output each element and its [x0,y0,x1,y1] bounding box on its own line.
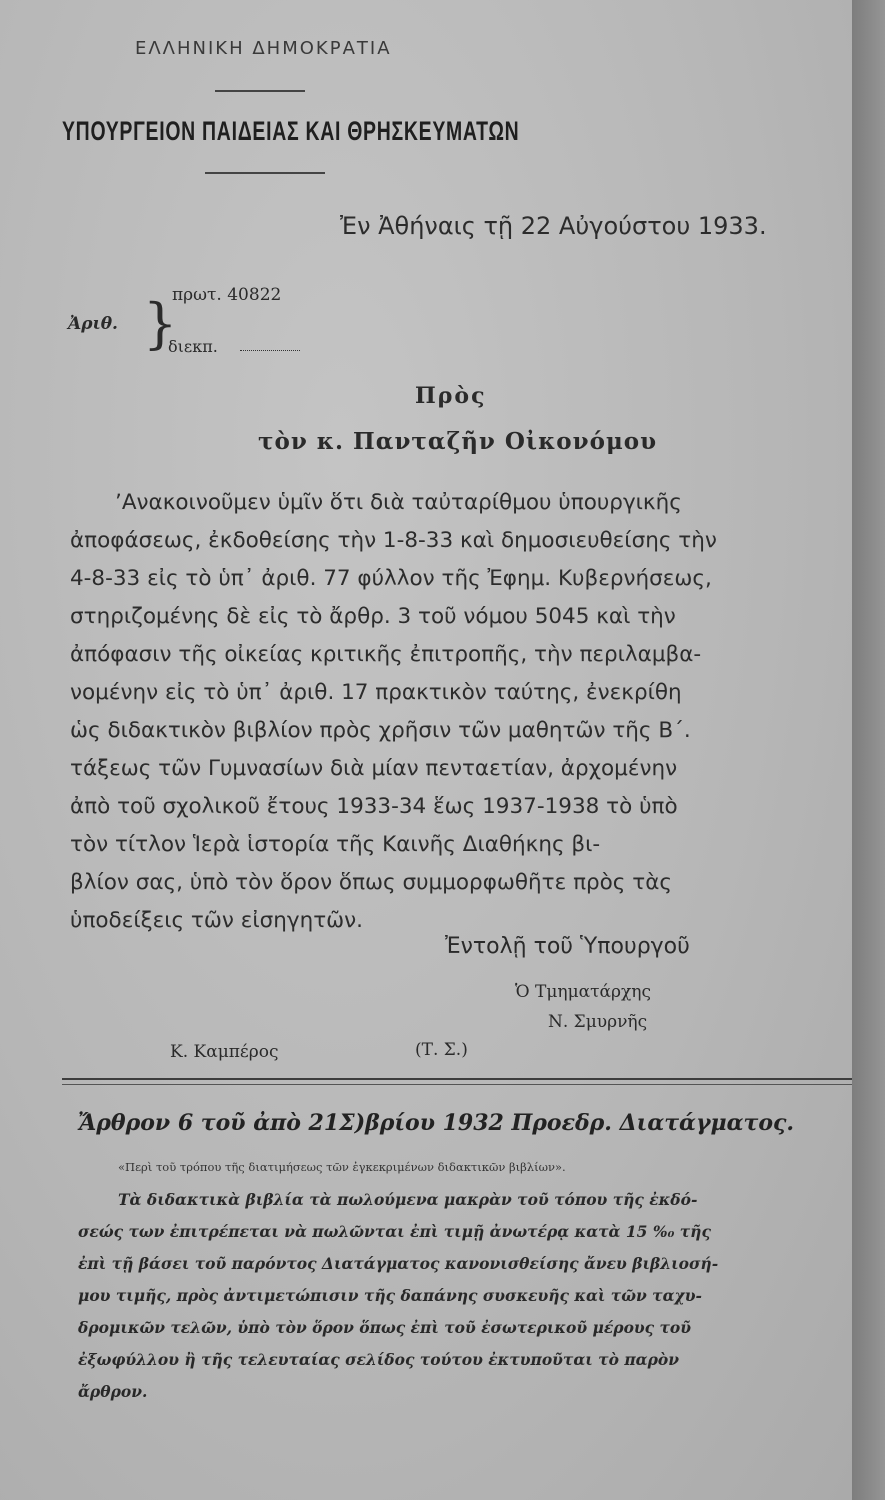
body-line: τὸν τίτλον Ἱερὰ ἱστορία τῆς Καινῆς Διαθήκης βι- [70,832,601,857]
signature-order: Ἐντολῇ τοῦ Ὑπουργοῦ [445,934,690,959]
body-line: βλίον σας, ὑπὸ τὸν ὅρον ὅπως συμμορφωθῆτε πρὸς τὰς [70,870,672,895]
republic-heading: ΕΛΛΗΝΙΚΗ ΔΗΜΟΚΡΑΤΙΑ [135,38,392,59]
article-line: σεώς των ἐπιτρέπεται νὰ πωλῶνται ἐπὶ τιμῇ ἀνωτέρᾳ κατὰ 15 %₀ τῆς [78,1222,711,1241]
section-divider [62,1078,852,1080]
body-line: ἀποφάσεως, ἐκδοθείσης τὴν 1-8-33 καὶ δημοσιευθείσης τὴν [70,528,717,553]
article-line: ἐξωφύλλου ἢ τῆς τελευταίας σελίδος τούτου ἐκτυποῦται τὸ παρὸν [78,1350,680,1369]
body-line: 4-8-33 εἰς τὸ ὑπ᾽ ἀριθ. 77 φύλλον τῆς Ἐφημ. Κυβερνήσεως, [70,566,712,591]
article-line: δρομικῶν τελῶν, ὑπὸ τὸν ὅρον ὅπως ἐπὶ τοῦ ἐσωτερικοῦ μέρους τοῦ [78,1318,692,1337]
addressee-name: τὸν κ. Πανταζῆν Οἰκονόμου [258,428,658,455]
signatory-name: Ν. Σμυρνῆς [548,1012,648,1032]
protocol-number: πρωτ. 40822 [172,285,282,305]
body-line: ἀπόφασιν τῆς οἰκείας κριτικῆς ἐπιτροπῆς, τὴν περιλαμβα- [70,642,702,667]
addressee-to: Πρὸς [415,383,487,409]
article-line: Τὰ διδακτικὰ βιβλία τὰ πωλούμενα μακρὰν τοῦ τόπου τῆς ἐκδό- [118,1190,698,1209]
body-line: ʼΑνακοινοῦμεν ὑμῖν ὅτι διὰ ταὐταρίθμου ὑπουργικῆς [115,490,682,515]
body-line: ὡς διδακτικὸν βιβλίον πρὸς χρῆσιν τῶν μαθητῶν τῆς Β΄. [70,718,691,743]
signatory-title: Ὁ Τμηματάρχης [515,982,651,1002]
body-line: νομένην εἰς τὸ ὑπ᾽ ἀριθ. 17 πρακτικὸν ταύτης, ἐνεκρίθη [70,680,682,705]
ministry-heading: ΥΠΟΥΡΓΕΙΟΝ ΠΑΙΔΕΙΑΣ ΚΑΙ ΘΡΗΣΚΕΥΜΑΤΩΝ [62,116,520,146]
body-line: στηριζομένης δὲ εἰς τὸ ἄρθρ. 3 τοῦ νόμου 5045 καὶ τὴν [70,604,676,629]
article-line: μου τιμῆς, πρὸς ἀντιμετώπισιν τῆς δαπάνης συσκευῆς καὶ τῶν ταχυ- [78,1286,702,1305]
article-subtitle: «Περὶ τοῦ τρόπου τῆς διατιμήσεως τῶν ἐγκεκριμένων διδακτικῶν βιβλίων». [118,1160,566,1174]
reference-brace: } [143,292,178,355]
reference-label: Ἀριθ. [68,314,118,334]
body-line: ἀπὸ τοῦ σχολικοῦ ἔτους 1933-34 ἕως 1937-1938 τὸ ὑπὸ [70,794,678,819]
body-line: ὑποδείξεις τῶν εἰσηγητῶν. [70,908,364,933]
article-line: ἄρθρον. [78,1382,148,1401]
clerk-name: Κ. Καμπέρος [170,1042,279,1062]
dispatch-dotted-line [240,350,300,351]
article-title: Ἄρθρον 6 τοῦ ἀπὸ 21Σ)βρίου 1932 Προεδρ. Διατάγματος. [78,1110,795,1136]
body-line: τάξεως τῶν Γυμνασίων διὰ μίαν πενταετίαν, ἀρχομένην [70,756,678,781]
seal-mark: (Τ. Σ.) [415,1040,468,1060]
dateline: Ἐν Ἀθήναις τῇ 22 Αὐγούστου 1933. [340,212,767,240]
page-edge-shadow [852,0,885,1500]
ministry-divider [205,172,325,174]
header-divider [215,90,305,92]
dispatch-number: διεκπ. [168,337,218,356]
section-divider-thin [62,1084,852,1085]
article-line: ἐπὶ τῇ βάσει τοῦ παρόντος Διατάγματος κανονισθείσης ἄνευ βιβλιοσή- [78,1254,719,1273]
